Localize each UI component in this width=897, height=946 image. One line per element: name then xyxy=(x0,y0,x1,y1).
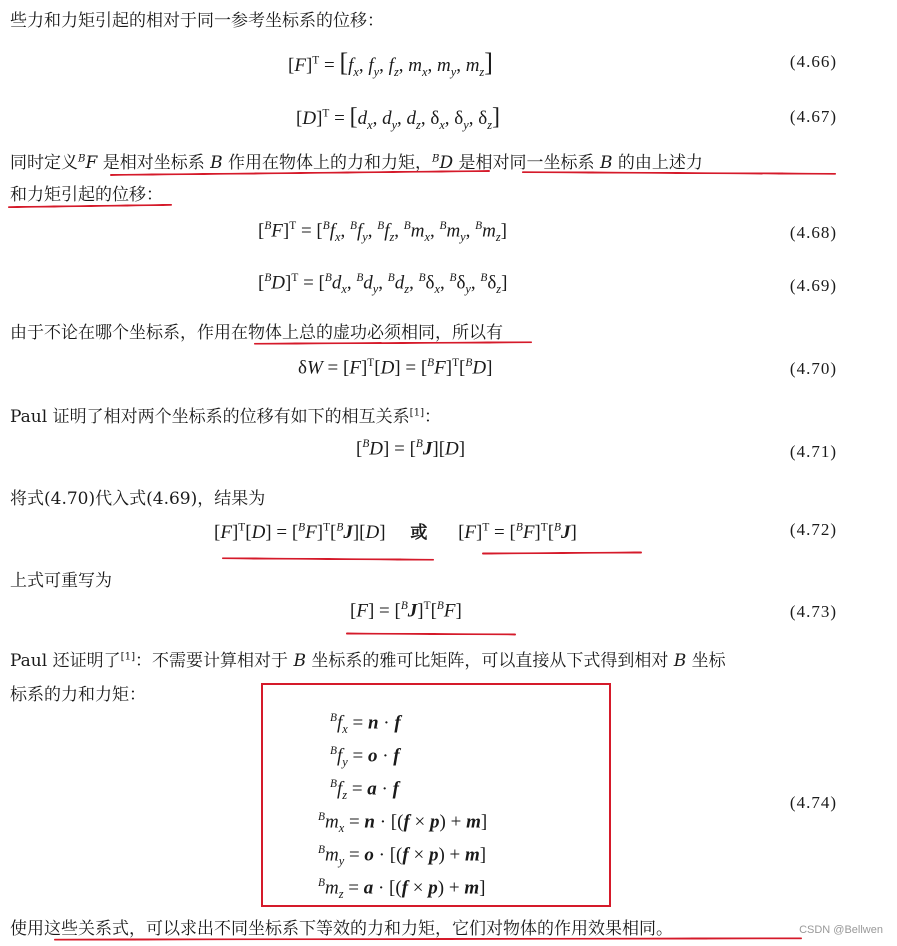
equation-4-69: $[^BD]^T = [^Bd_x$, $^Bd_y$, $^Bd_z$, $^B\delta_x$, $^B\delta_y$, $^B\delta_z$] xyxy=(258,272,508,297)
equation-number: (4.71) xyxy=(789,442,837,461)
paragraph-text: 作用在物体上的力和力矩， xyxy=(222,153,433,173)
equation-number: (4.69) xyxy=(789,276,837,295)
equation-4-74-row-6: $^Bm_z = a \cdot [(f \times p) + m]$ xyxy=(318,877,486,902)
paragraph-text: 的由上述力 xyxy=(612,153,703,173)
red-underline xyxy=(346,633,516,636)
paragraph-text: 上式可重写为 xyxy=(10,571,112,591)
red-underline xyxy=(222,557,434,560)
equation-number: (4.72) xyxy=(789,520,837,539)
paragraph-text: ： xyxy=(424,407,442,427)
equation-4-74-row-2: $^Bf_y = o \cdot f$ xyxy=(330,745,400,770)
paragraph-text: ：不需要计算相对于 xyxy=(135,651,294,671)
equation-4-74-row-3: $^Bf_z = a \cdot f$ xyxy=(330,778,399,803)
text-line-2: 同时定义$^B$F 是相对坐标系 B 作用在物体上的力和力矩，$^B$D 是相对同一坐标系 B 的由上述力 xyxy=(10,153,703,173)
equation-4-68: $[^BF]^T = [^Bf_x$, $^Bf_y$, $^Bf_z$, $^Bm_x$, $^Bm_y$, $^Bm_z$] xyxy=(258,220,507,245)
equation-4-66: $[F]^T = [f_x$, $f_y$, $f_z$, $m_x$, $m_y$, $m_z$] xyxy=(288,48,493,79)
paragraph-text: 同时定义 xyxy=(10,153,78,173)
text-line-10 xyxy=(10,914,673,939)
equation-4-71: [$^B$D] = [$^B$J][D] xyxy=(356,438,466,460)
text-line-6 xyxy=(10,484,265,509)
paragraph-text: 将式(4.70)代入式(4.69)，结果为 xyxy=(10,489,266,509)
equation-4-74-row-5: $^Bm_y = o \cdot [(f \times p) + m]$ xyxy=(318,844,487,869)
text-line-7 xyxy=(10,566,112,591)
text-line-5 xyxy=(10,402,441,427)
paragraph-text: 些力和力矩引起的相对于同一参考坐标系的位移： xyxy=(10,11,384,31)
paragraph-text: 由于不论在哪个坐标系，作用在物体上总的虚功必须相同，所以有 xyxy=(10,323,503,343)
paragraph-text: 使用这些关系式，可以求出不同坐标系下等效的力和力矩，它们对物体的作用效果相同。 xyxy=(10,919,673,939)
red-underline xyxy=(522,171,836,175)
text-line-1 xyxy=(10,6,384,31)
citation-ref: [1] xyxy=(409,407,425,419)
paragraph-text: 坐标系的雅可比矩阵，可以直接从下式得到相对 xyxy=(305,651,674,671)
paragraph-text: 标系的力和力矩： xyxy=(10,685,146,705)
text-line-3 xyxy=(10,180,163,205)
paragraph-text: 坐标 xyxy=(686,651,726,671)
equation-number: (4.67) xyxy=(789,107,837,126)
equation-4-74-row-4: $^Bm_x = n \cdot [(f \times p) + m]$ xyxy=(318,811,488,836)
equation-number: (4.68) xyxy=(789,223,837,242)
paragraph-text: 是相对同一坐标系 xyxy=(453,153,600,173)
equation-number: (4.66) xyxy=(789,52,837,71)
text-line-8: Paul 还证明了[1]：不需要计算相对于 B 坐标系的雅可比矩阵，可以直接从下式得到相对 B 坐标 xyxy=(10,651,726,671)
red-highlight-box xyxy=(261,683,611,907)
text-line-9 xyxy=(10,680,146,705)
equation-4-72: $[F]^T[D] = [^BF]^T[^BJ][D]$ 或 $[F]^T = [^BF]^T[^BJ]$ xyxy=(214,521,577,543)
equation-number: (4.73) xyxy=(789,602,837,621)
text-line-4 xyxy=(10,318,503,343)
paragraph-text: 和力矩引起的位移： xyxy=(10,185,163,205)
paragraph-text: Paul 还证明了 xyxy=(10,651,121,671)
paragraph-text: Paul 证明了相对两个坐标系的位移有如下的相互关系 xyxy=(10,407,410,427)
equation-4-74-row-1: $^Bf_x = n \cdot f$ xyxy=(330,712,401,737)
equation-4-73: $[F] = [^BJ]^T[^BF]$ xyxy=(350,600,462,622)
or-connector: 或 xyxy=(410,523,428,543)
red-underline xyxy=(54,937,802,940)
watermark: CSDN @Bellwen xyxy=(799,924,883,936)
equation-number: (4.74) xyxy=(789,793,837,812)
red-underline xyxy=(482,551,642,554)
equation-4-67: $[D]^T = [d_x$, $d_y$, $d_z$, $\delta_x$, $\delta_y$, $\delta_z$] xyxy=(296,104,500,132)
red-underline xyxy=(254,341,532,344)
equation-4-70: $\delta W = [F]^T[D] = [^BF]^T[^BD]$ xyxy=(298,357,493,379)
citation-ref: [1] xyxy=(120,651,136,663)
equation-number: (4.70) xyxy=(789,359,837,378)
paragraph-text: 是相对坐标系 xyxy=(102,153,211,173)
